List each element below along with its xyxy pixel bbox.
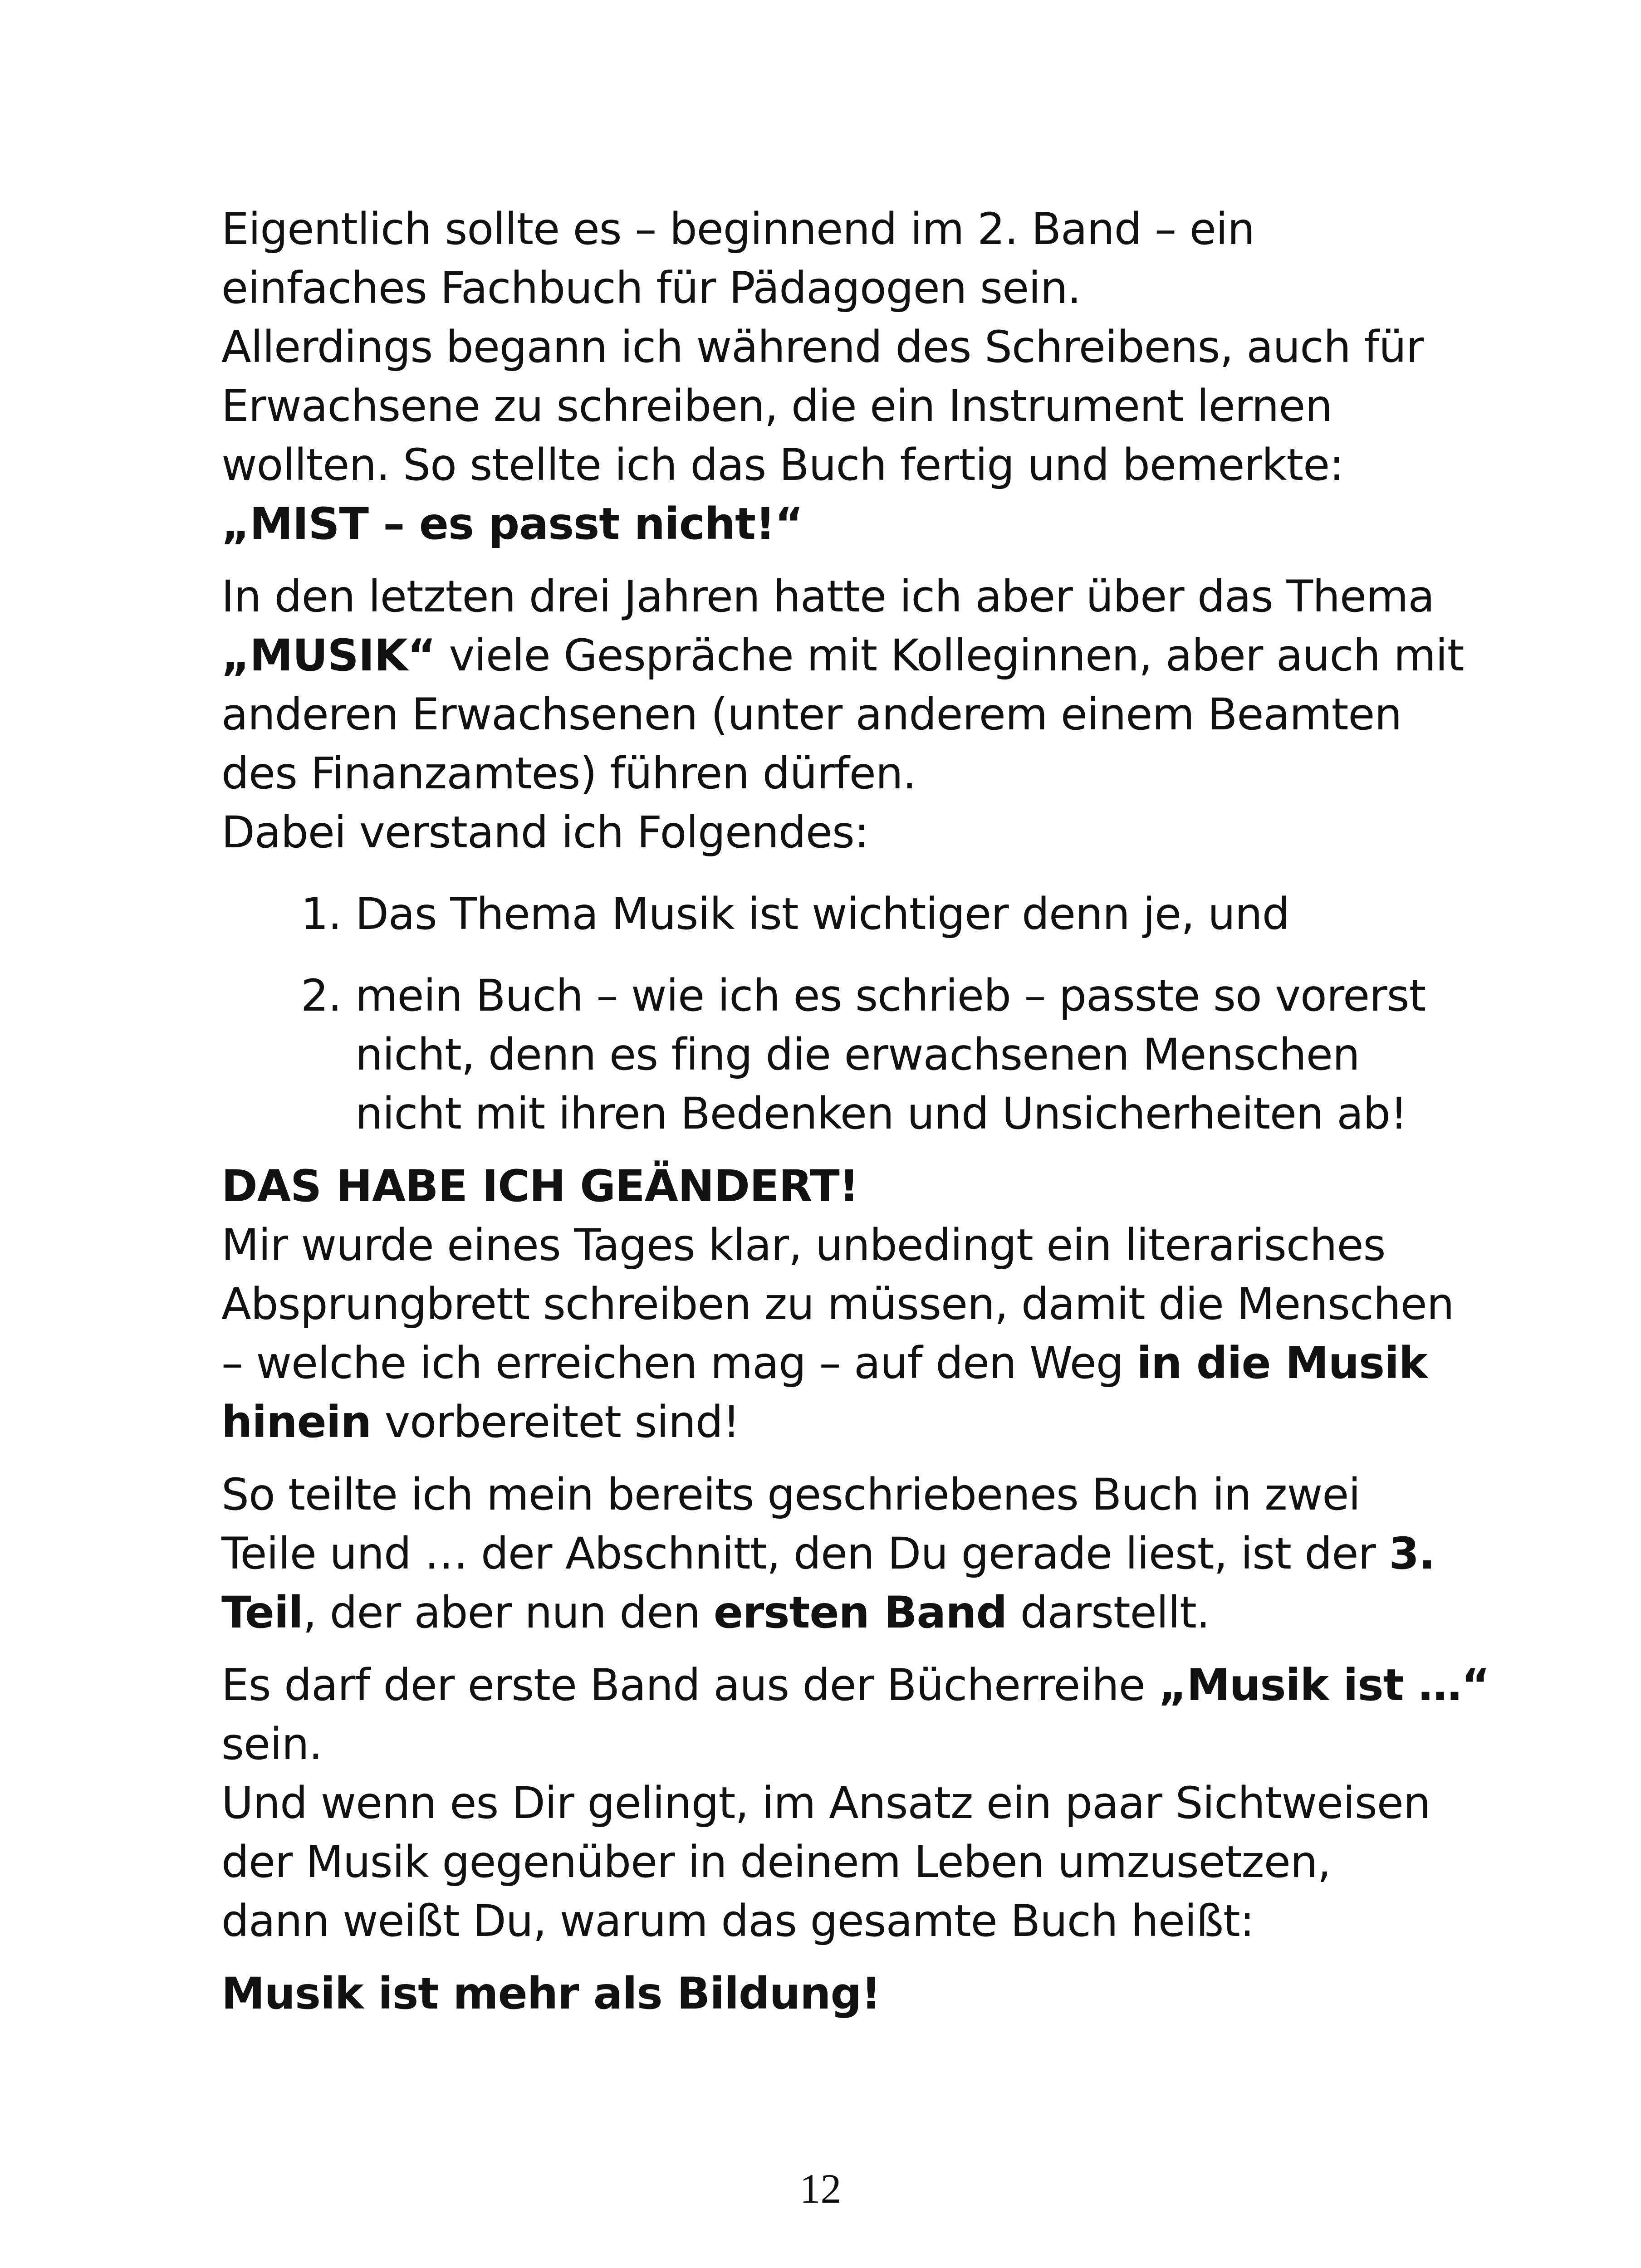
text-line: Absprungbrett schreiben zu müssen, damit die Menschen xyxy=(221,1279,1454,1330)
bold-phrase: ersten Band xyxy=(713,1587,1007,1638)
paragraph-5 xyxy=(221,1656,1519,1950)
list-number: 2. xyxy=(301,970,342,1021)
bold-phrase: 3. xyxy=(1389,1528,1435,1579)
bold-phrase: hinein xyxy=(221,1397,371,1447)
text-line: viele Gespräche mit Kolleginnen, aber auch mit xyxy=(435,630,1464,681)
list-text: nicht mit ihren Bedenken und Unsicherheiten ab! xyxy=(355,1088,1407,1139)
text-line: des Finanzamtes) führen dürfen. xyxy=(221,748,916,799)
paragraph-4 xyxy=(221,1465,1519,1642)
text-line: Teile und … der Abschnitt, den Du gerade liest, ist der xyxy=(221,1528,1389,1579)
series-title: „Musik ist …“ xyxy=(1158,1660,1490,1711)
bold-phrase: in die Musik xyxy=(1136,1338,1427,1388)
text-line: Es darf der erste Band aus der Bücherreihe xyxy=(221,1660,1159,1711)
list-text: nicht, denn es fing die erwachsenen Menschen xyxy=(355,1029,1360,1080)
text-line: So teilte ich mein bereits geschriebenes Buch in zwei xyxy=(221,1469,1360,1520)
list-text: mein Buch – wie ich es schrieb – passte so vorerst xyxy=(355,970,1426,1021)
page-number: 12 xyxy=(799,2165,842,2212)
text-line: Eigentlich sollte es – beginnend im 2. Band – ein xyxy=(221,204,1255,254)
text-line: Erwachsene zu schreiben, die ein Instrument lernen xyxy=(221,381,1332,431)
text-line: , der aber nun den xyxy=(303,1587,714,1638)
text-line: dann weißt Du, warum das gesamte Buch heißt: xyxy=(221,1896,1254,1946)
bold-phrase: Teil xyxy=(221,1587,303,1638)
list-item xyxy=(221,966,1519,1143)
text-line: In den letzten drei Jahren hatte ich aber über das Thema xyxy=(221,571,1435,622)
paragraph-1 xyxy=(221,200,1519,553)
text-line: anderen Erwachsenen (unter anderem einem Beamten xyxy=(221,689,1402,740)
text-line: Dabei verstand ich Folgendes: xyxy=(221,807,869,858)
list-item xyxy=(221,885,1519,943)
musik-emphasis: „MUSIK“ xyxy=(221,630,436,681)
paragraph-3 xyxy=(221,1157,1519,1452)
text-line: darstellt. xyxy=(1007,1587,1210,1638)
text-line: vorbereitet sind! xyxy=(371,1397,740,1447)
text-line: Und wenn es Dir gelingt, im Ansatz ein paar Sichtweisen xyxy=(221,1778,1430,1828)
paragraph-2 xyxy=(221,567,1519,862)
list-number: 1. xyxy=(301,889,342,939)
text-line: – welche ich erreichen mag – auf den Weg xyxy=(221,1338,1137,1388)
section-heading: DAS HABE ICH GEÄNDERT! xyxy=(221,1161,859,1212)
page-body xyxy=(221,200,1519,2023)
numbered-list xyxy=(221,885,1519,1143)
text-line: der Musik gegenüber in deinem Leben umzusetzen, xyxy=(221,1837,1331,1887)
closing-statement: Musik ist mehr als Bildung! xyxy=(221,1968,881,2019)
mist-quote: „MIST – es passt nicht!“ xyxy=(221,499,803,549)
text-line: sein. xyxy=(221,1719,323,1769)
text-line: einfaches Fachbuch für Pädagogen sein. xyxy=(221,263,1081,313)
text-line: wollten. So stellte ich das Buch fertig und bemerkte: xyxy=(221,440,1344,490)
list-text: Das Thema Musik ist wichtiger denn je, und xyxy=(355,889,1289,939)
text-line: Allerdings begann ich während des Schreibens, auch für xyxy=(221,322,1424,372)
text-line: Mir wurde eines Tages klar, unbedingt ein literarisches xyxy=(221,1220,1386,1271)
